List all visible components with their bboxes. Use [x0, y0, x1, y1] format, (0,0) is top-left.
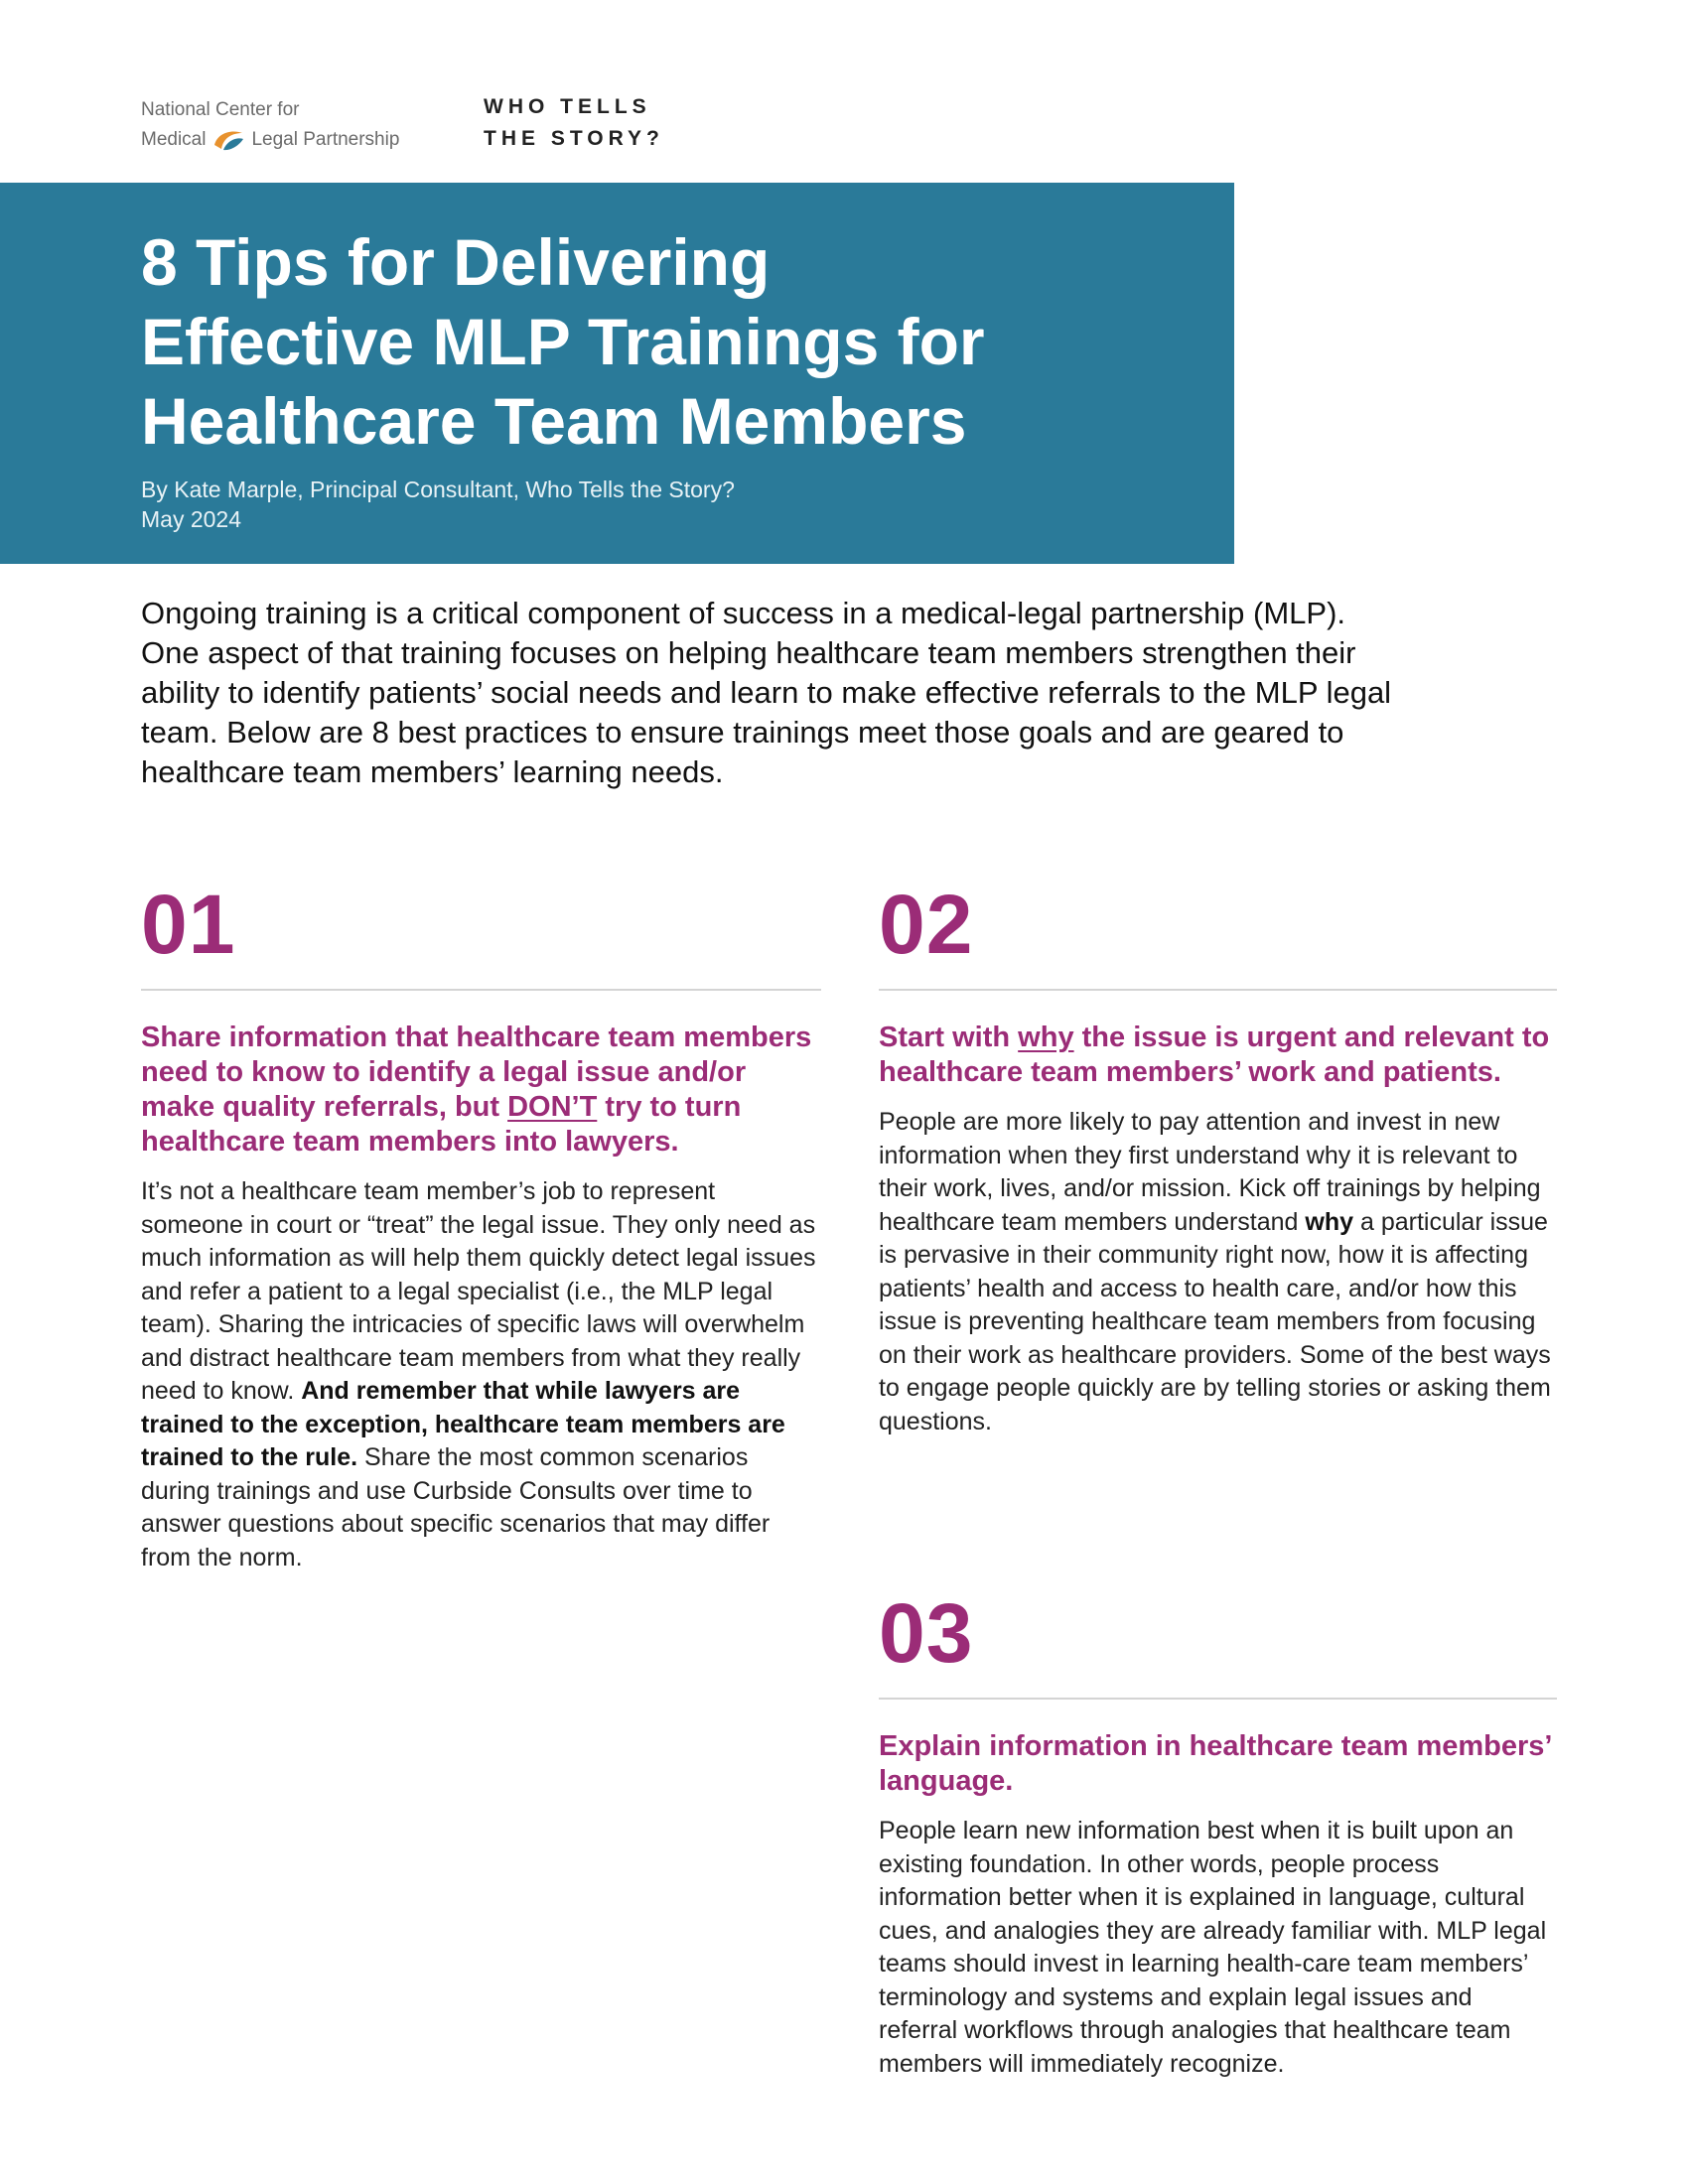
page-title [141, 222, 1213, 461]
tip-body-bold: And remember that while lawyers are trained to the exception, healthcare team members are trained to the rule. [141, 1377, 785, 1471]
tip-01 [141, 880, 821, 1574]
tip-heading-part-b: try to turn healthcare team members into lawyers. [141, 1091, 742, 1158]
tip-body-part-a: People are more likely to pay attention and invest in new information when they first understand why it is relevant to their work, lives, and/or mission. Kick off trainings by helping healthcare team members understand [879, 1108, 1541, 1236]
page-title-line2: Effective MLP Trainings for [141, 305, 985, 378]
tip-body: People learn new information best when it is built upon an existing foundation. In other words, people process information better when it is explained in language, cultural cues, and analogies they are already familiar with. MLP legal teams should invest in learning health-care team members’ terminology and systems and explain legal issues and referral workflows through analogies that healthcare team members will immediately recognize. [879, 1817, 1547, 2078]
tip-heading: Explain information in healthcare team members’ language. [879, 1730, 1551, 1797]
ncmlp-logo-line1: National Center for [141, 99, 300, 120]
tip-02 [879, 880, 1557, 1438]
tip-heading [141, 1021, 821, 1160]
tip-heading-part-a: Share information that healthcare team members need to know to identify a legal issue and/or make quality referrals, but [141, 1022, 812, 1123]
byline [141, 475, 735, 534]
divider [141, 989, 821, 991]
intro-paragraph: Ongoing training is a critical component of success in a medical-legal partnership (MLP). One aspect of that training focuses on helping healthcare team members strengthen their ability to identify patients’ social needs and learn to make effective referrals to the MLP legal team. Below are 8 best practices to ensure trainings meet those goals and are geared to healthcare team members’ learning needs. [141, 596, 1392, 789]
tip-body-part-a: It’s not a healthcare team member’s job to represent someone in court or “treat” the legal issue. They only need as much information as will help them quickly detect legal issues and refer a patient to a legal specialist (i.e., the MLP legal team). Sharing the intricacies of specific laws will overwhelm and distract healthcare team members from what they really need to know. [141, 1177, 816, 1405]
title-banner [0, 183, 1234, 564]
wtts-logo-line1: WHO TELLS [484, 95, 651, 118]
tip-heading-emphasis: why [1018, 1022, 1074, 1053]
divider [879, 1698, 1557, 1700]
tip-03 [879, 1588, 1557, 2081]
ncmlp-logo [141, 95, 399, 155]
wtts-logo-line2: THE STORY? [484, 127, 664, 150]
page-title-line3: Healthcare Team Members [141, 384, 967, 458]
page-title-line1: 8 Tips for Delivering [141, 225, 771, 299]
ncmlp-logo-medical: Medical [141, 129, 207, 150]
tip-number: 03 [879, 1586, 974, 1680]
tip-body [141, 1175, 821, 1574]
tip-body-bold: why [1305, 1207, 1354, 1236]
tip-heading [879, 1021, 1557, 1090]
tip-body-part-b: a particular issue is pervasive in their community right now, how it is affecting patients’ health and access to health care, and/or how this issue is preventing healthcare team members from focusing on their work as healthcare providers. Some of the best ways to engage people quickly are by telling stories or asking them questions. [879, 1207, 1551, 1435]
tip-heading-emphasis: DON’T [507, 1091, 598, 1123]
tip-number: 01 [141, 878, 236, 971]
header-logos [141, 91, 697, 161]
date-line: May 2024 [141, 506, 242, 532]
ncmlp-logo-legal: Legal Partnership [251, 129, 400, 150]
tip-body [879, 1106, 1557, 1438]
tip-heading-part-b: the issue is urgent and relevant to healthcare team members’ work and patients. [879, 1022, 1550, 1088]
author-line: By Kate Marple, Principal Consultant, Who Tells the Story? [141, 477, 735, 502]
tip-number: 02 [879, 878, 974, 971]
ncmlp-swoosh-icon [211, 127, 245, 153]
tip-heading-part-a: Start with [879, 1022, 1019, 1053]
wtts-logo [484, 91, 664, 155]
tip-body-part-b: Share the most common scenarios during trainings and use Curbside Consults over time to answer questions about specific scenarios that may differ from the norm. [141, 1443, 771, 1571]
divider [879, 989, 1557, 991]
